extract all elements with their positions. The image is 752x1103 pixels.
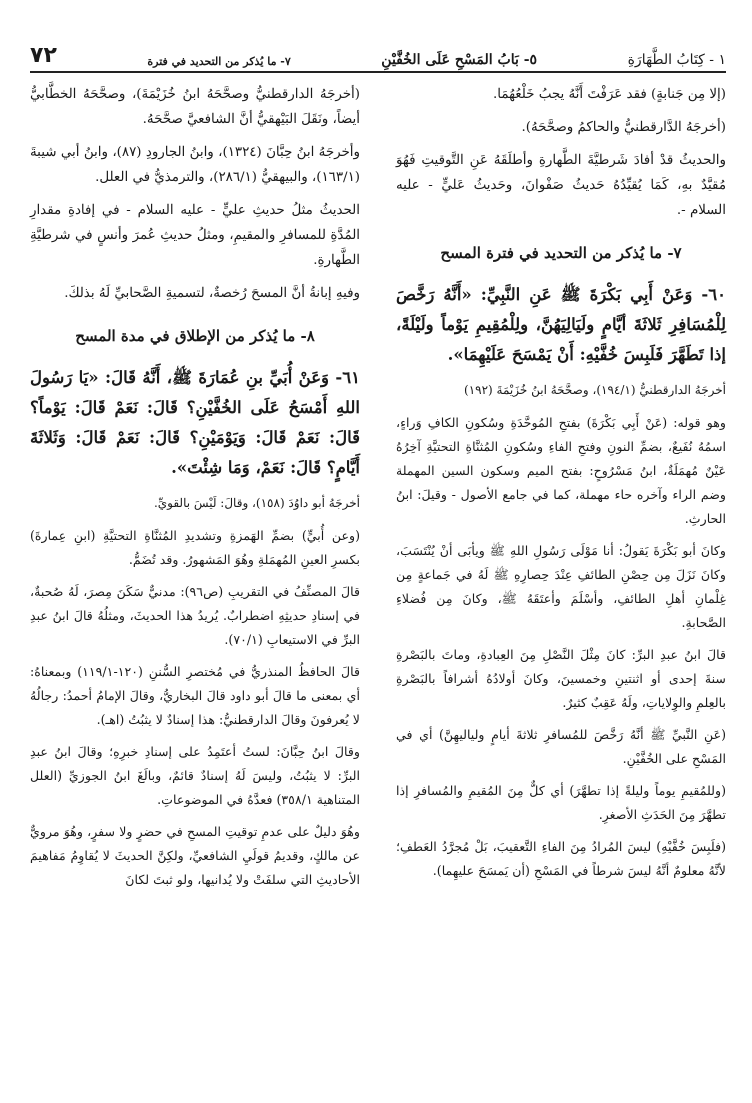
paragraph: (أخرجَهُ الدَّارقطنيُّ والحاكمُ وصحَّحَهُ). [521,120,726,135]
hadith-text: ٦١- وَعَنْ أُبَيِّ بنِ عُمَارَةَ ﷺ، أَنَّهُ قَالَ: «يَا رَسُولَ اللهِ أَمْسَحُ عَلَى الخُفَّيْنِ؟ قَالَ: نَعَمْ قَالَ: يَوْماً؟ قَالَ: نَعَمْ قَالَ: وَيَوْمَيْنِ؟ قَالَ: نَعَمْ قَالَ: وَثَلاثَةَ أَيَّامٍ؟ قَالَ: نَعَمْ، وَمَا شِئْتَ». [30,368,360,477]
left-column [30,82,360,1076]
paragraph: وقالَ ابنُ حِبَّانَ: لستُ أعتَمِدُ على إسنادِ خبرِهِ؛ وقالَ ابنُ عبدِ البرِّ: لا يثبُتُ، وليسَ لَهُ إسنادٌ قائمٌ، وبالَغَ ابنُ الجوزيِّ (العلل المتناهية ٣٥٨/١) فعدَّهُ في الموضوعاتِ. [30,744,360,807]
section-heading: ٨- ما يُذكر من الإطلاق في مدة المسح [75,327,315,345]
paragraph: (عَنِ النَّبيِّ ﷺ أنَّهُ رَخَّصَ للمُسافرِ ثلاثةَ أيامٍ ولياليهِنَّ) أي في المَسْحِ على الخُفَّيْنِ. [396,727,726,766]
page-number: ٧٢ [30,43,57,68]
subsection-title: ٧- ما يُذكر من التحديد في فترة [147,55,291,68]
paragraph: وكانَ أبو بَكْرَةَ يَقولُ: أنا مَوْلَى رَسُولِ اللهِ ﷺ ويأبَى أنْ يُنْتَسَبَ، وكانَ نَزَلَ مِن حِصْنِ الطائفِ عِنْدَ حِصارِهِ ﷺ لَهُ في جَماعةٍ مِن غِلْمانِ أهلِ الطائفِ، وأسْلَمَ وأعتَقَهُ ﷺ، وكانَ مِن فُضلاءِ الصَّحابةِ. [396,543,726,630]
section-title: ٥- بَابُ المَسْحِ عَلَى الخُفَّيْنِ [381,52,538,68]
paragraph: وأخرجَهُ ابنُ حِبَّانَ (١٣٢٤)، وابنُ الجارودِ (٨٧)، وابنُ أبي شيبةَ (١٦٣/١)، والبيهقيُّ (٢٨٦/١)، والترمذيُّ في العلل. [30,145,360,185]
paragraph: والحديثُ قدْ أفادَ شَرطيَّةَ الطَّهارةِ وأطلَقَهُ عَنِ التَّوقيتِ فَهُوَ مُقيَّدٌ بهِ، كَمَا يُقيِّدُهُ حَديثُ صَفْوانَ، وحَديثُ عَليٍّ - عليه السلام -. [396,153,726,218]
paragraph: وهُوَ دليلٌ على عدمِ توقيتِ المسحِ في حضرٍ ولا سفرٍ، وهُوَ مرويٌّ عن مالكٍ، وقديمُ قولَيِ الشافعيِّ، ولكِنَّ الحديثَ لا يُقاوِمُ مَفاهيمَ الأحاديثِ التي سلفَتْ ولا يُدانيها، ولو ثبتَ لكانَ [30,824,360,887]
right-column [396,82,726,1076]
paragraph: قالَ ابنُ عبدِ البرِّ: كانَ مِثْلَ النَّصْلِ مِنَ العِبادةِ، وماتَ بالبَصْرةِ سنةَ إحدى أو اثنتينِ وخمسينَ، وكانَ أولادُهُ أشرافاً بالبَصْرةِ بالعِلمِ والوِلاياتِ، ولَهُ عَقِبٌ كثيرٌ. [396,647,726,710]
paragraph: قالَ الحافظُ المنذريُّ في مُختصرِ السُّننِ (١٢٠-١١٩/١) وبمعناهُ: أي بمعنى ما قالَ أبو داود قالَ البخاريُّ، وقالَ الإمامُ أحمدُ: رجالُهُ لا يُعرفونَ وقالَ الدارقطنيُّ: هذا إسنادٌ لا يثبُتُ (اهـ). [30,664,360,727]
paragraph: (فلَبِسَ خُفَّيْهِ) ليسَ المُرادُ مِنَ الفاءِ التَّعقيبَ، بَلْ مُجرَّدُ العَطفِ؛ لأنَّهُ معلومٌ أنَّهُ ليسَ شرطاً في المَسْحِ (أن يَمسَحَ عليهِما). [396,839,726,878]
book-page [30,36,726,1076]
paragraph: (وللمُقيمِ يوماً وليلةً إذا تطهَّرَ) أي كلٌّ مِنَ المُقيمِ والمُسافرِ إذا تطهَّرَ مِنَ الحَدَثِ الأصغرِ. [396,783,726,822]
page-header [30,36,726,73]
paragraph: قالَ المصنِّفُ في التقريبِ (ص٩٦): مدنيٌّ سَكَنَ مِصرَ، لَهُ صُحبةٌ، في إسنادِ حديثِهِ اضطرابٌ. يُريدُ هذا الحديثَ، ومثلُهُ قالَ ابنُ عبدِ البرِّ في الاستيعابِ (٧٠/١). [30,584,360,647]
paragraph: (وعن أُبيٍّ) بضمِّ الهَمزةِ وتشديدِ المُثنَّاةِ التحتيَّةِ (ابنِ عِمارةَ) بكسرِ العينِ المُهمَلةِ وهُوَ المَشهورُ. وقد تُضَمُّ. [30,528,360,567]
paragraph: وهو قوله: (عَنْ أَبِي بَكْرَةَ) بفتحِ المُوحَّدَةِ وسُكونِ الكافِ وَراءٍ، اسمُهُ نُفَيعٌ، بضمِّ النونِ وفتحِ الفاءِ وسُكونِ المُثنَّاةِ التحتيَّةِ آخِرُهُ عَيْنٌ مُهمَلَةٌ، ابنُ مَسْرُوحٍ: بفتح الميم وسكون السين المهملة وضم الراء وآخره حاء مهملة، كما في جامع الأصول - وقيلَ: ابنُ الحارثِ. [396,415,726,526]
paragraph: الحديثُ مثلُ حديثِ عليٍّ - عليه السلام - في إفادةِ مقدارِ المُدَّةِ للمسافرِ والمقيمِ، ومثلُ حديثِ عُمرَ وأنسٍ في شرطيَّةِ الطَّهارةِ. [30,203,360,268]
paragraph: (أخرجَهُ الدارقطنيُّ وصحَّحَهُ ابنُ خُزَيْمَةَ)، وصحَّحَهُ الخطَّابيُّ أيضاً، ونَقَلَ البَيْهقيُّ أنَّ الشافعيَّ صحَّحَهُ. [30,87,360,127]
hadith-source: أخرجَهُ الدارقطنيُّ (١٩٤/١)، وصحَّحَهُ ابنُ خُزَيْمَةَ (١٩٢) [464,383,726,397]
paragraph: وفيهِ إبانةُ أنَّ المسحَ رُخصةٌ، لتسميةِ الصَّحابيِّ لَهُ بذلكَ. [64,286,360,301]
hadith-source: أخرجَهُ أبو داوُدَ (١٥٨)، وقالَ: لَيْسَ بالقويِّ. [153,496,360,510]
section-heading: ٧- ما يُذكر من التحديد في فترة المسح [440,244,682,262]
paragraph: (إلا مِن جَنابةٍ) فقد عَرَفْتَ أَنَّهُ يجبُ خَلْعُهُمَا. [493,87,726,102]
hadith-text: ٦٠- وَعَنْ أَبِي بَكْرَةَ ﷺ عَنِ النَّبِيِّ: «أَنَّهُ رَخَّصَ لِلْمُسَافِرِ ثَلاثَةَ أيَّامٍ ولَيَالِيَهُنَّ، ولِلْمُقِيمِ يَوْماً ولَيْلَةً، إذا تَطَهَّرَ فَلَبِسَ خُفَّيْهِ: أَنْ يَمْسَحَ عَلَيْهِمَا». [396,285,726,364]
chapter-title: ١ - كِتَابُ الطَّهَارَةِ [627,52,726,68]
